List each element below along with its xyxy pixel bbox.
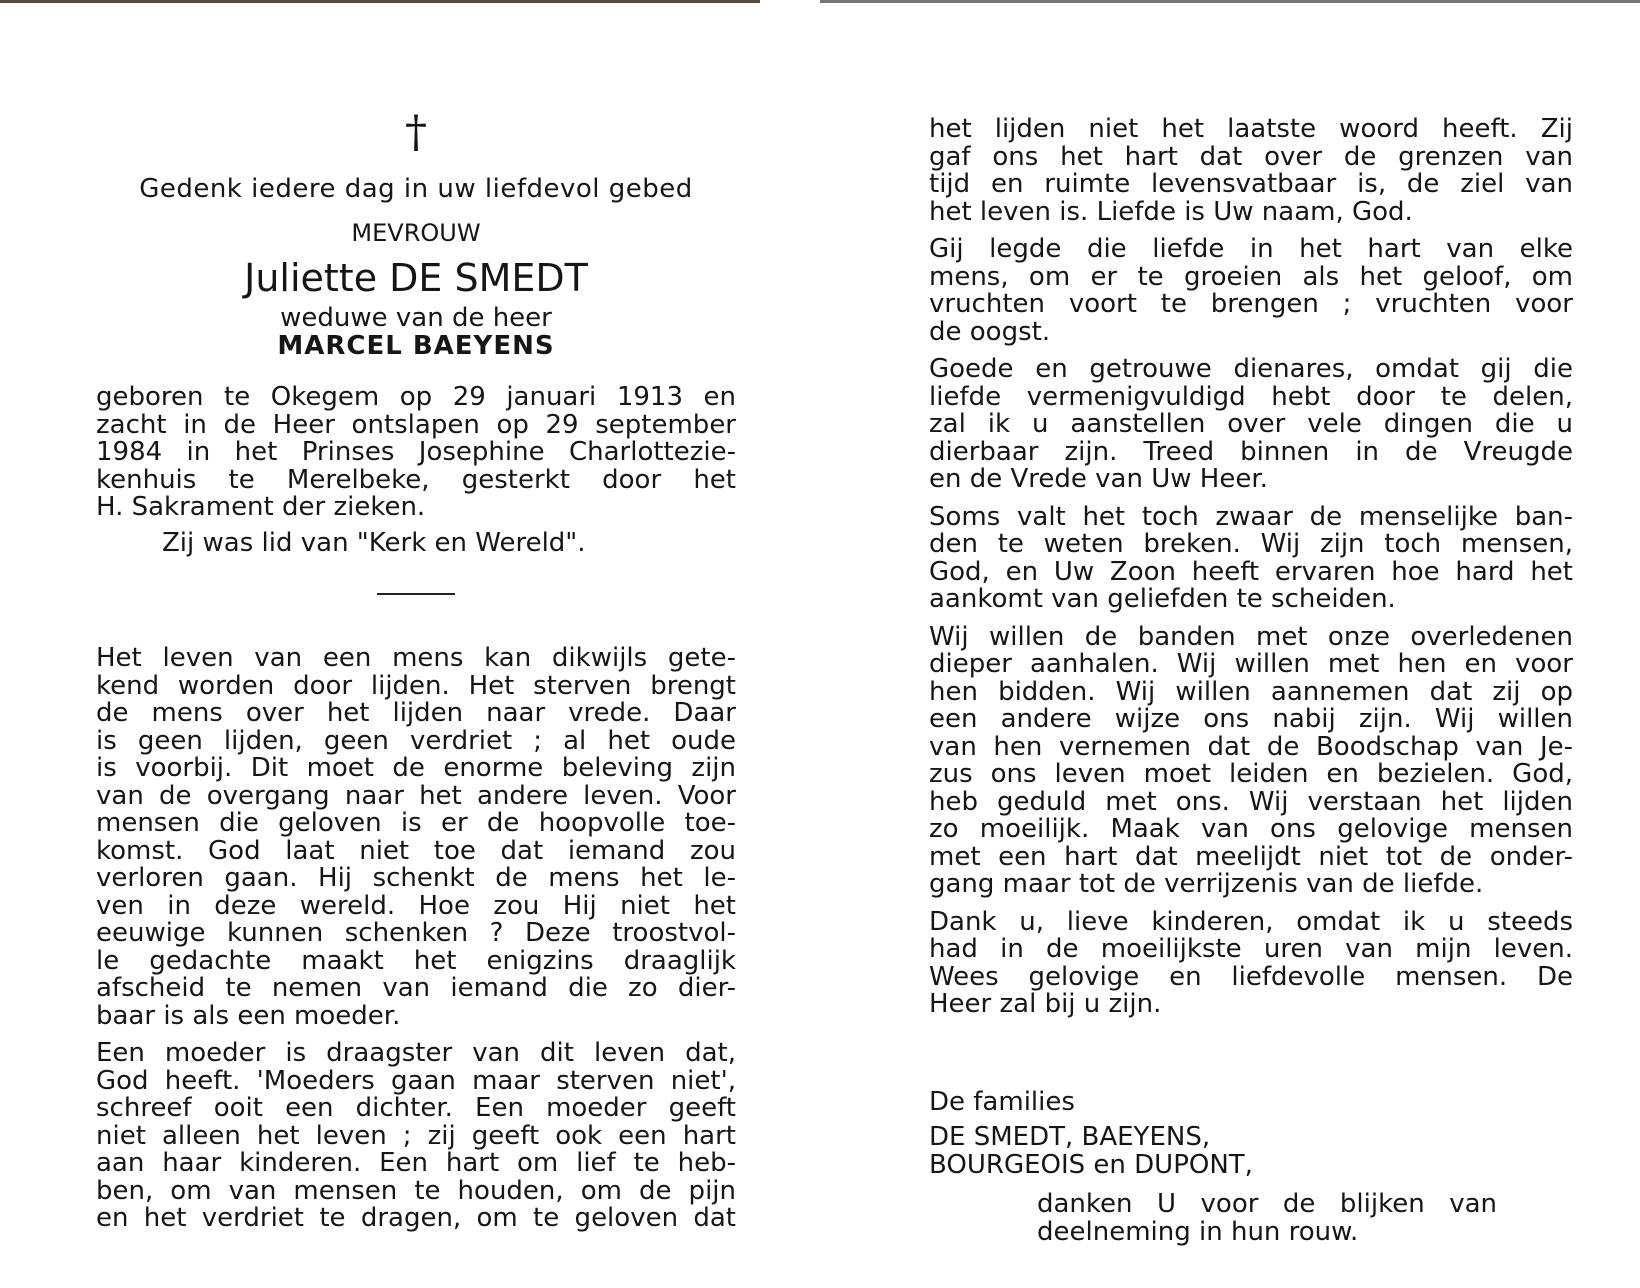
text-line: den te weten breken. Wij zijn toch mensen, [929, 529, 1573, 559]
text-line: Het leven van een mens kan dikwijls gete- [96, 643, 736, 673]
families-label: De families [929, 1086, 1075, 1117]
intro-line: Gedenk iedere dag in uw liefdevol gebed [139, 174, 693, 204]
text-line: de mens over het lijden naar vrede. Daar [96, 698, 736, 728]
text-line: gaf ons het hart dat over de grenzen van [929, 141, 1573, 172]
text-line: liefde vermenigvuldigd hebt door te delen, [929, 381, 1573, 412]
text-line: het lijden niet het laatste woord heeft. Zij [929, 114, 1573, 144]
deceased-name: Juliette DE SMEDT [244, 256, 588, 300]
text-line: komst. God laat niet toe dat iemand zou [96, 835, 736, 866]
text-line: tijd en ruimte levensvatbaar is, de ziel van [929, 169, 1573, 199]
text-line: is geen lijden, geen verdriet ; al het oude [96, 725, 736, 756]
text-line: van hen vernemen dat de Boodschap van Je- [929, 731, 1573, 762]
text-line: met een hart dat meelijdt niet tot de onder- [929, 841, 1573, 872]
text-line: mensen die geloven is er de hoopvolle toe- [96, 808, 736, 838]
right-paragraph [929, 356, 1573, 494]
text-line: dieper aanhalen. Wij willen met hen en voor [929, 649, 1573, 679]
text-line: het leven is. Liefde is Uw naam, God. [929, 196, 1413, 227]
right-paragraph [929, 621, 1573, 899]
text-line: Heer zal bij u zijn. [929, 989, 1162, 1019]
text-line: gang maar tot de verrijzenis van de liefde. [929, 869, 1484, 899]
birth-line: zacht in de Heer ontslapen op 29 september [96, 409, 736, 440]
right-paragraph [929, 116, 1573, 226]
text-line: eeuwige kunnen schenken ? Deze troostvol- [96, 918, 736, 948]
text-line: zo moeilijk. Maak van ons gelovige mensen [929, 814, 1573, 844]
membership-line: Zij was lid van "Kerk en Wereld". [162, 527, 586, 558]
thanks-block [1037, 1191, 1497, 1246]
text-line: en het verdriet te dragen, om te geloven dat [96, 1203, 736, 1233]
text-line: Gij legde die liefde in het hart van elke [929, 234, 1573, 264]
left-paragraph [96, 1040, 736, 1233]
families-name-line: DE SMEDT, BAEYENS, [929, 1122, 1211, 1152]
text-line: afscheid te nemen van iemand die zo dier- [96, 973, 736, 1003]
top-edge-line-right [820, 0, 1640, 3]
text-line: van de overgang naar het andere leven. Voor [96, 780, 736, 811]
text-line: de oogst. [929, 316, 1051, 347]
text-line: is voorbij. Dit moet de enorme beleving zijn [96, 753, 736, 783]
text-line: hen bidden. Wij willen aannemen dat zij op [929, 676, 1573, 707]
text-line: le gedachte maakt het enigzins draaglijk [96, 945, 736, 976]
left-meditation-text [96, 645, 736, 1233]
text-line: baar is als een moeder. [96, 1000, 401, 1031]
thanks-line: deelneming in hun rouw. [1037, 1216, 1359, 1247]
husband-name: MARCEL BAEYENS [277, 330, 555, 361]
text-line: Wij willen de banden met onze overledenen [929, 621, 1573, 652]
right-paragraph [929, 906, 1573, 1019]
birth-line: kenhuis te Merelbeke, gesterkt door het [96, 464, 736, 495]
text-line: zal ik u aanstellen over vele dingen die u [929, 409, 1573, 439]
text-line: een andere wijze ons nabij zijn. Wij willen [929, 704, 1573, 734]
left-column [96, 107, 736, 1233]
top-edge-line-left [0, 0, 760, 3]
birth-line: geboren te Okegem op 29 januari 1913 en [96, 382, 736, 412]
birth-line: H. Sakrament der zieken. [96, 492, 426, 522]
text-line: Soms valt het toch zwaar de menselijke ban- [929, 501, 1573, 532]
text-line: kend worden door lijden. Het sterven brengt [96, 670, 736, 701]
text-line: God heeft. 'Moeders gaan maar sterven niet', [96, 1065, 736, 1096]
text-line: dierbaar zijn. Treed binnen in de Vreugde [929, 436, 1573, 467]
thanks-line: danken U voor de blijken van [1037, 1189, 1497, 1219]
right-paragraph [929, 501, 1573, 614]
right-column [929, 116, 1573, 1246]
text-line: niet alleen het leven ; zij geeft ook een hart [96, 1120, 736, 1151]
divider-rule [377, 593, 455, 595]
widow-of-line: weduwe van de heer [280, 303, 552, 333]
right-paragraph [929, 236, 1573, 346]
right-meditation-text [929, 116, 1573, 1019]
salutation: MEVROUW [351, 218, 481, 247]
text-line: Wees gelovige en liefdevolle mensen. De [929, 961, 1573, 992]
cross-icon: † [405, 107, 427, 158]
text-line: Een moeder is draagster van dit leven dat, [96, 1038, 736, 1068]
text-line: aankomt van geliefden te scheiden. [929, 584, 1396, 614]
text-line: Goede en getrouwe dienares, omdat gij die [929, 354, 1573, 384]
text-line: Dank u, lieve kinderen, omdat ik u steeds [929, 906, 1573, 937]
families-name-line: BOURGEOIS en DUPONT, [929, 1149, 1253, 1180]
text-line: had in de moeilijkste uren van mijn leven. [929, 934, 1573, 964]
birth-death-paragraph [96, 384, 736, 522]
families-block [929, 1086, 1573, 1180]
text-line: schreef ooit een dichter. Een moeder geeft [96, 1093, 736, 1123]
text-line: en de Vrede van Uw Heer. [929, 464, 1268, 494]
text-line: heb geduld met ons. Wij verstaan het lijden [929, 786, 1573, 817]
text-line: aan haar kinderen. Een hart om lief te heb- [96, 1148, 736, 1178]
text-line: zus ons leven moet leiden en bezielen. God, [929, 759, 1573, 789]
text-line: vruchten voort te brengen ; vruchten voor [929, 289, 1573, 319]
text-line: verloren gaan. Hij schenkt de mens het le- [96, 863, 736, 893]
birth-line: 1984 in het Prinses Josephine Charlottezie- [96, 437, 736, 467]
text-line: ben, om van mensen te houden, om de pijn [96, 1175, 736, 1206]
text-line: mens, om er te groeien als het geloof, om [929, 261, 1573, 292]
text-line: ven in deze wereld. Hoe zou Hij niet het [96, 890, 736, 921]
left-paragraph [96, 645, 736, 1030]
text-line: God, en Uw Zoon heeft ervaren hoe hard het [929, 556, 1573, 587]
